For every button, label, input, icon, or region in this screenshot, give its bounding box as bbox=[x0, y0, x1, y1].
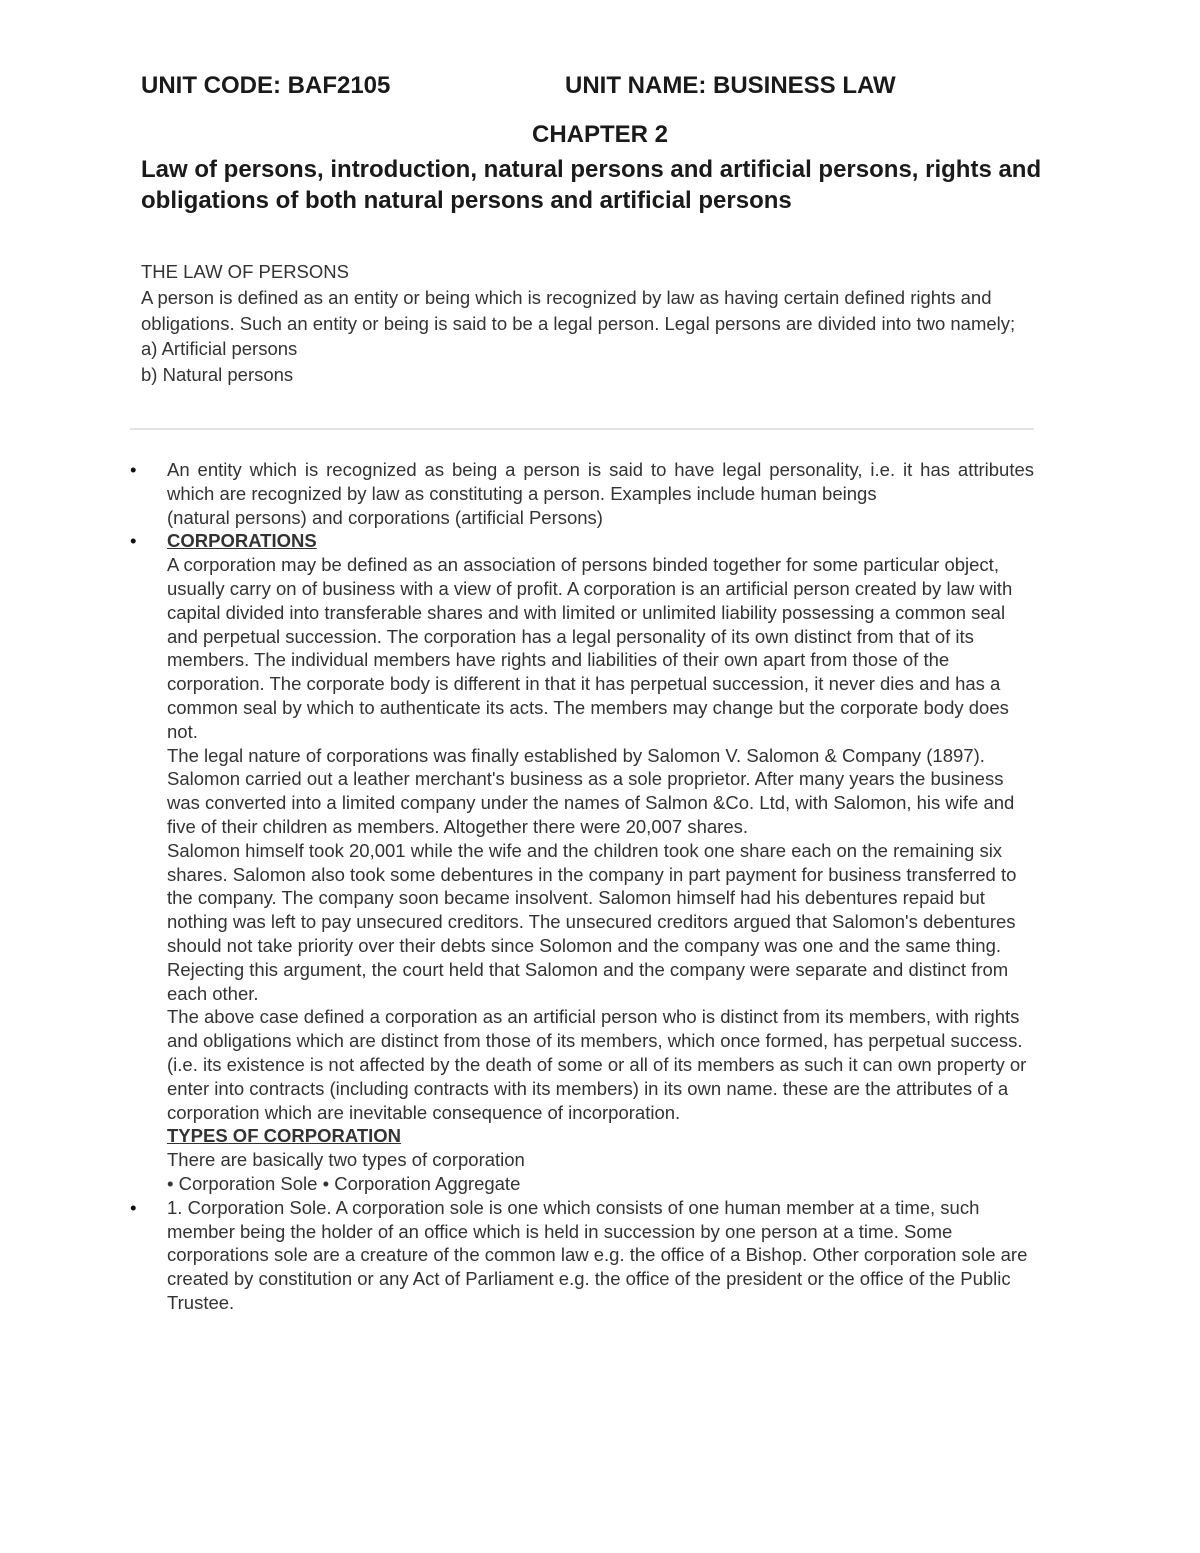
bullet-dot-icon: • bbox=[130, 530, 137, 552]
intro-heading: THE LAW OF PERSONS bbox=[141, 261, 349, 282]
bullet-list bbox=[130, 458, 1034, 1315]
bullet-item-corporations bbox=[130, 529, 1034, 1195]
corporations-heading: CORPORATIONS bbox=[167, 530, 317, 552]
unit-code: UNIT CODE: BAF2105 bbox=[141, 72, 391, 99]
bullet-text: An entity which is recognized as being a person is said to have legal personality, i.e. it has attributes which are recognized by law as constituting a person. Examples include human beings bbox=[167, 459, 1034, 504]
intro-item-b: b) Natural persons bbox=[141, 364, 294, 386]
chapter-heading: CHAPTER 2 bbox=[531, 121, 669, 148]
corporation-sole-text: 1. Corporation Sole. A corporation sole is one which consists of one human member at a time, such member being the holder of an office which is held in succession by one person at a time. Some corporations sole are a creature of the common law e.g. the office of a Bishop. Other corporation sole are created by constitution or any Act of Parliament e.g. the office of the president or the office of the Public Trustee. bbox=[167, 1196, 1028, 1313]
corporations-paragraph-4: The above case defined a corporation as an artificial person who is distinct from its members, with rights and obligations which are distinct from those of its members, which once formed, has perpetual success. (i.e. its existence is not affected by the death of some or all of its members as such it can own property or enter into contracts (including contracts with its members) in its own name. these are the attributes of a corporation which are inevitable consequence of incorporation. bbox=[167, 1006, 1027, 1123]
corporations-paragraph-1: A corporation may be defined as an association of persons binded together for some particular object, usually carry on of business with a view of profit. A corporation is an artificial person created by law with capital divided into transferable shares and with limited or unlimited liability possessing a common seal and perpetual succession. The corporation has a legal personality of its own distinct from that of its members. The individual members have rights and liabilities of their own apart from those of the corporation. The corporate body is different in that it has perpetual succession, it never dies and has a common seal by which to authenticate its acts. The members may change but the corporate body does not. bbox=[167, 554, 1013, 742]
bullet-item-legal-personality bbox=[130, 458, 1034, 529]
types-of-corporation-heading: TYPES OF CORPORATION bbox=[167, 1125, 402, 1147]
intro-item-a: a) Artificial persons bbox=[141, 338, 298, 360]
types-intro: There are basically two types of corporation bbox=[167, 1149, 525, 1171]
document-title: Law of persons, introduction, natural persons and artificial persons, rights and obligations of both natural persons and artificial persons bbox=[141, 156, 1042, 214]
bullet-item-corporation-sole bbox=[130, 1196, 1034, 1315]
intro-paragraph: A person is defined as an entity or being which is recognized by law as having certain defined rights and obligations. Such an entity or being is said to be a legal person. Legal persons are divided into two namely; bbox=[141, 286, 1016, 334]
types-list: • Corporation Sole • Corporation Aggregate bbox=[167, 1172, 521, 1194]
corporations-paragraph-3: Salomon himself took 20,001 while the wife and the children took one share each on the remaining six shares. Salomon also took some debentures in the company in part payment for business transferred to the company. The company soon became insolvent. Salomon himself had his debentures repaid but nothing was left to pay unsecured creditors. The unsecured creditors argued that Salomon's debentures should not take priority over their debts since Solomon and the company was one and the same thing. Rejecting this argument, the court held that Salomon and the company were separate and distinct from each other. bbox=[167, 839, 1017, 1004]
unit-name: UNIT NAME: BUSINESS LAW bbox=[565, 72, 896, 99]
section-divider bbox=[130, 428, 1034, 430]
intro-section bbox=[141, 259, 1061, 388]
bullet-dot-icon: • bbox=[130, 459, 137, 480]
corporations-paragraph-2: The legal nature of corporations was finally established by Salomon V. Salomon & Company (1897). Salomon carried out a leather merchant's business as a sole proprietor. After many years the business was converted into a limited company under the names of Salmon &Co. Ltd, with Salomon, his wife and five of their children as members. Altogether there were 20,007 shares. bbox=[167, 744, 1015, 837]
bullet-text-continued: (natural persons) and corporations (artificial Persons) bbox=[167, 506, 603, 528]
bullet-dot-icon: • bbox=[130, 1196, 137, 1218]
